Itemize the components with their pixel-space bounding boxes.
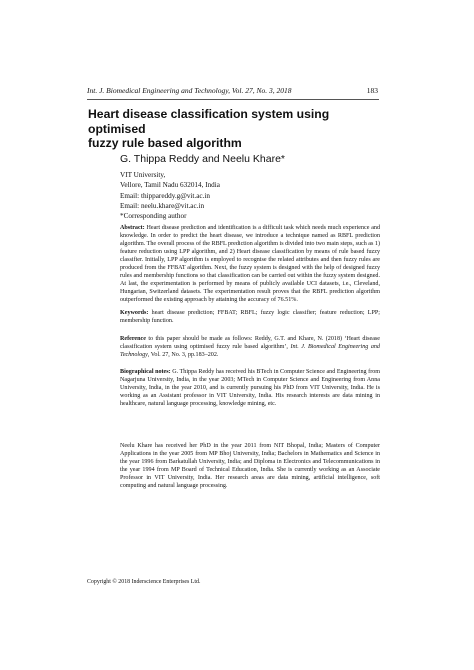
reference-text: , Vol. 27, No. 3, pp.183–202. [147,352,219,359]
biographical-notes-second [120,442,380,490]
affiliation-line: Vellore, Tamil Nadu 632014, India [120,181,220,190]
affiliation-block [120,170,360,221]
bio-text: Neelu Khare has received her PhD in the year 2011 from NIT Bhopal, India; Masters of Computer Applications in the year 2005 from MP Bhoj University, India; Bachelors in Mathematics and Science in the year 1996 from Barkatullah University, India; and Diploma in Electronics and Telecommunications in the year 1994 from MP Board of Technical Education, India. She is currently working as an Associate Professor in VIT University, India. Her research areas are data mining, artificial intelligence, soft computing and natural language processing. [120,443,380,490]
abstract-label: Abstract: [120,225,145,231]
abstract-text: Heart disease prediction and identification is a difficult task which needs much experience and knowledge. In order to predict the heart disease, we introduce a technique named as RBFL prediction algorithm. The overall process of the RBFL prediction algorithm is divided into two main steps, such as 1) feature reduction using LPP algorithm, and 2) Heart disease classification by means of rule based fuzzy classifier. Initially, LPP algorithm is employed to recognise the related attributes and then fuzzy rules are produced from the FFBAT algorithm. Next, the fuzzy system is designed with the help of designed fuzzy rules and membership functions so that classification can be carried out within the fuzzy system designed. At last, the experimentation is performed by means of publicly available UCI datasets, i.e., Cleveland, Hungarian, Switzerland datasets. The experimentation result proves that the RBFL prediction algorithm outperformed the existing approach by attaining the accuracy of 76.51%. [120,225,380,304]
article-title [88,107,388,151]
title-line: Heart disease classification system using optimised [88,107,330,136]
email-line: Email: thippareddy.g@vit.ac.in [120,191,210,200]
keywords [120,309,380,325]
author-list: G. Thippa Reddy and Neelu Khare* [120,153,285,165]
journal-name: Int. J. Biomedical Engineering and Technology [120,344,380,359]
copyright-notice: Copyright © 2018 Inderscience Enterprises Ltd. [87,579,201,585]
reference-label: Reference [120,336,146,342]
affiliation-line: VIT University, [120,171,166,179]
bio-text: G. Thippa Reddy has received his BTech in Computer Science and Engineering from Nagarjuna University, India, in the year 2003; MTech in Computer Science and Engineering from Anna University, India, in the year 2010, and is currently pursuing his PhD from VIT University, India. He is working as an Assistant professor in VIT University, India. His research interests are data mining in healthcare, natural language processing, knowledge mining, etc. [120,369,381,408]
running-head: Int. J. Biomedical Engineering and Technology, Vol. 27, No. 3, 2018 [87,86,292,95]
keywords-text: heart disease prediction; FFBAT; RBFL; fuzzy logic classifier; feature reduction; LPP; membership function. [120,310,380,325]
corresponding-author-note: *Corresponding author [120,212,187,221]
keywords-label: Keywords: [120,310,149,316]
abstract [120,224,380,304]
bio-label: Biographical notes: [120,369,171,375]
reference-note [120,335,380,359]
reference-text: to this paper should be made as follows: Reddy, G.T. and Khare, N. (2018) ‘Heart disease classification system using optimised fuzzy rule based algorithm’, [120,336,380,351]
page-number: 183 [366,86,378,95]
title-line: fuzzy rule based algorithm [88,136,242,150]
email-line: Email: neelu.khare@vit.ac.in [120,201,205,210]
biographical-notes [120,368,380,408]
header-rule [87,99,379,100]
